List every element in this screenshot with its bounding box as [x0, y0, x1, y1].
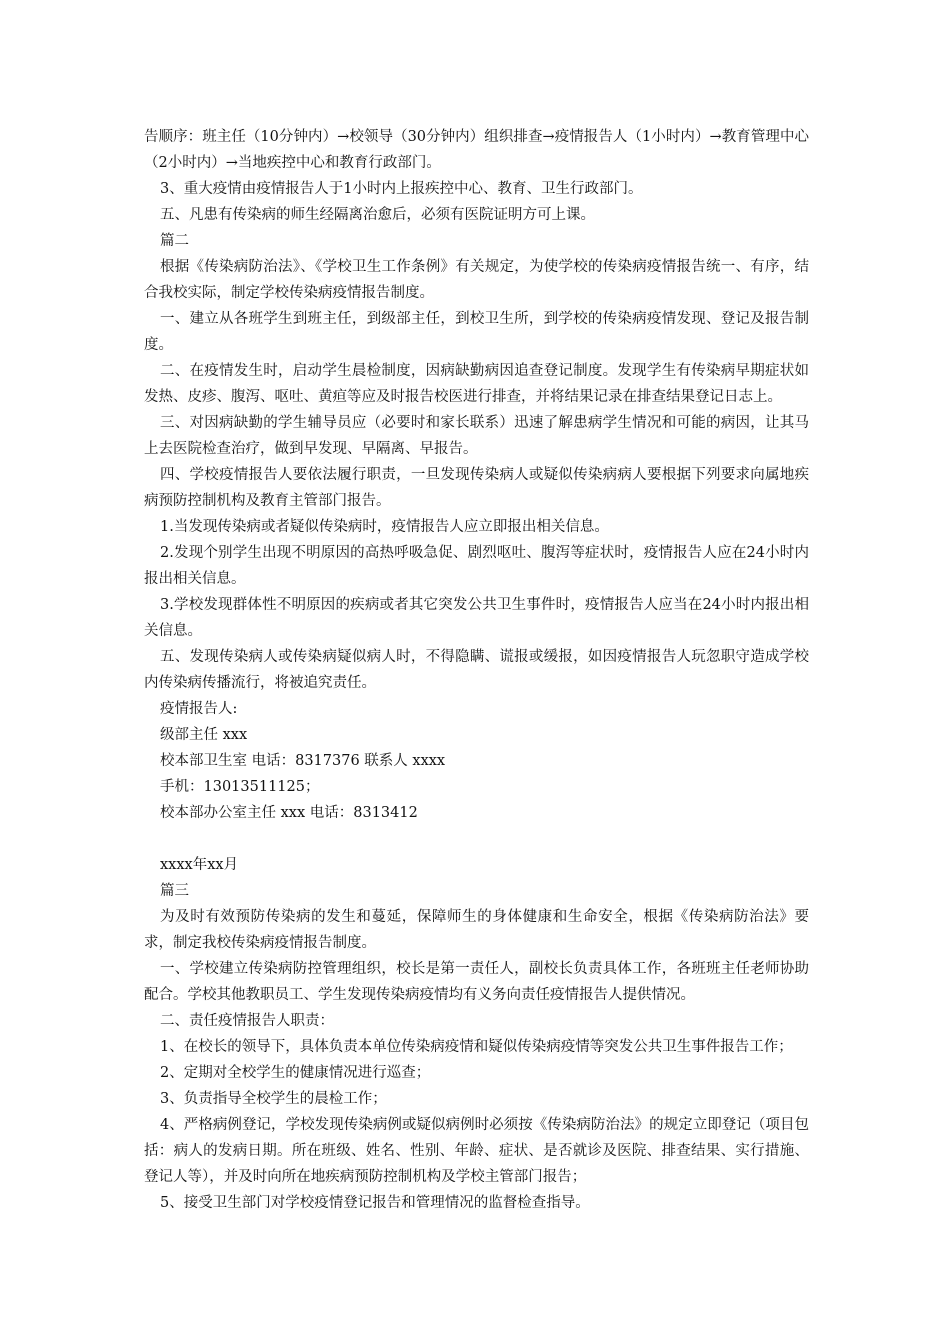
paragraph: 三、对因病缺勤的学生辅导员应（必要时和家长联系）迅速了解患病学生情况和可能的病因，让其马上去医院检查治疗，做到早发现、早隔离、早报告。 [144, 415, 809, 457]
paragraph: xxxx年xx月 [160, 857, 239, 873]
paragraph: 五、凡患有传染病的师生经隔离治愈后，必须有医院证明方可上课。 [160, 207, 595, 223]
paragraph: 一、学校建立传染病防控管理组织，校长是第一责任人，副校长负责具体工作，各班班主任老师协助配合。学校其他教职员工、学生发现传染病疫情均有义务向责任疫情报告人提供情况。 [144, 961, 809, 1003]
paragraph: 告顺序：班主任（10分钟内）→校领导（30分钟内）组织排查→疫情报告人（1小时内）→教育管理中心（2小时内）→当地疾控中心和教育行政部门。 [144, 129, 809, 171]
paragraph: 3.学校发现群体性不明原因的疾病或者其它突发公共卫生事件时，疫情报告人应当在24小时内报出相关信息。 [144, 597, 809, 639]
paragraph: 3、重大疫情由疫情报告人于1小时内上报疾控中心、教育、卫生行政部门。 [160, 181, 643, 197]
paragraph: 篇三 [160, 883, 189, 899]
paragraph: 4、严格病例登记，学校发现传染病例或疑似病例时必须按《传染病防治法》的规定立即登记（项目包括：病人的发病日期。所在班级、姓名、性别、年龄、症状、是否就诊及医院、排查结果、实行措施、登记人等），并及时向所在地疾病预防控制机构及学校主管部门报告； [144, 1117, 809, 1185]
paragraph: 篇二 [160, 233, 189, 249]
paragraph: 手机：13013511125； [160, 779, 320, 795]
paragraph: 疫情报告人: [160, 701, 238, 717]
paragraph: 1.当发现传染病或者疑似传染病时，疫情报告人应立即报出相关信息。 [160, 519, 609, 535]
paragraph: 二、在疫情发生时，启动学生晨检制度，因病缺勤病因追查登记制度。发现学生有传染病早期症状如发热、皮疹、腹泻、呕吐、黄疸等应及时报告校医进行排查，并将结果记录在排查结果登记日志上。 [144, 363, 809, 405]
paragraph: 根据《传染病防治法》、《学校卫生工作条例》有关规定，为使学校的传染病疫情报告统一、有序，结合我校实际，制定学校传染病疫情报告制度。 [144, 259, 809, 301]
paragraph: 1、在校长的领导下，具体负责本单位传染病疫情和疑似传染病疫情等突发公共卫生事件报告工作； [160, 1039, 793, 1055]
paragraph: 为及时有效预防传染病的发生和蔓延，保障师生的身体健康和生命安全，根据《传染病防治法》要求，制定我校传染病疫情报告制度。 [144, 909, 809, 951]
paragraph: 3、负责指导全校学生的晨检工作； [160, 1091, 387, 1107]
paragraph: 校本部卫生室 电话：8317376 联系人 xxxx [160, 753, 446, 769]
paragraph: 2、定期对全校学生的健康情况进行巡查； [160, 1065, 431, 1081]
paragraph: 五、发现传染病人或传染病疑似病人时，不得隐瞒、谎报或缓报，如因疫情报告人玩忽职守造成学校内传染病传播流行，将被追究责任。 [144, 649, 809, 691]
paragraph: 二、责任疫情报告人职责： [160, 1013, 334, 1029]
paragraph: 四、学校疫情报告人要依法履行职责，一旦发现传染病人或疑似传染病病人要根据下列要求向属地疾病预防控制机构及教育主管部门报告。 [144, 467, 809, 509]
blank-line [144, 826, 809, 852]
paragraph: 一、建立从各班学生到班主任，到级部主任，到校卫生所，到学校的传染病疫情发现、登记及报告制度。 [144, 311, 809, 353]
paragraph: 5、接受卫生部门对学校疫情登记报告和管理情况的监督检查指导。 [160, 1195, 590, 1211]
paragraph: 级部主任 xxx [160, 727, 248, 743]
document-body [144, 124, 809, 1216]
paragraph: 2.发现个别学生出现不明原因的高热呼吸急促、剧烈呕吐、腹泻等症状时，疫情报告人应在24小时内报出相关信息。 [144, 545, 809, 587]
paragraph: 校本部办公室主任 xxx 电话：8313412 [160, 805, 418, 821]
